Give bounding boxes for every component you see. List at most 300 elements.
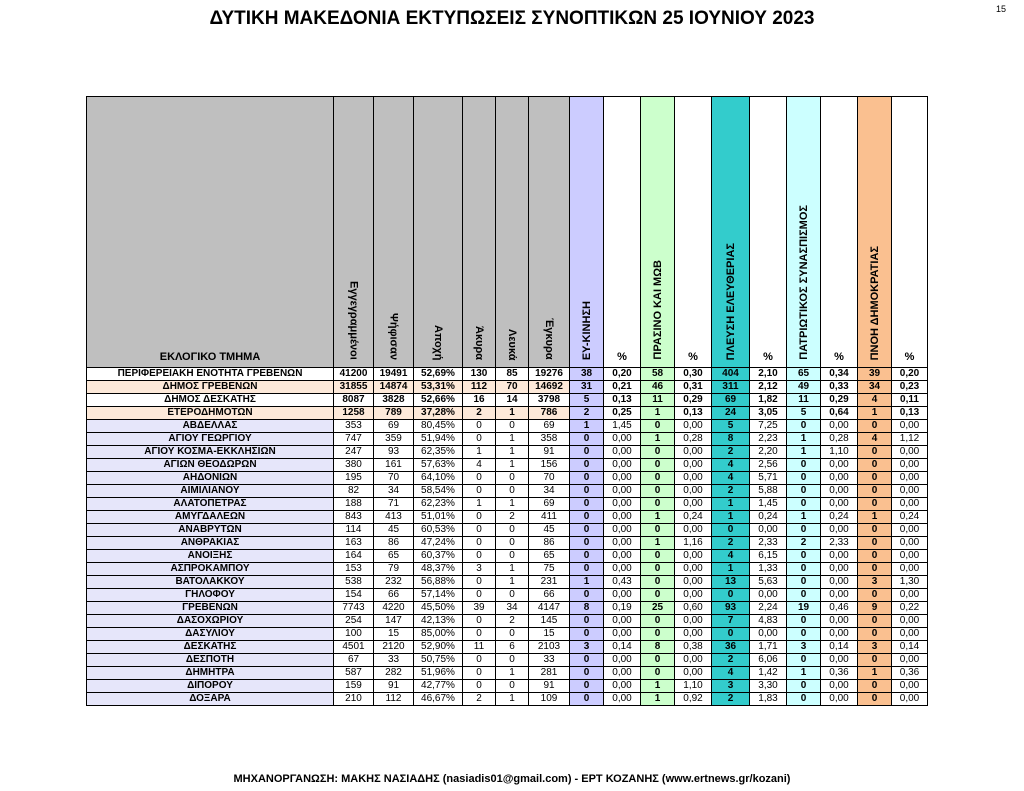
table-cell: 0,00 [675,524,712,537]
table-cell: 15 [374,628,414,641]
table-cell: 62,23% [414,498,463,511]
table-cell: 8 [641,641,675,654]
table-cell: 0 [787,524,821,537]
row-name-cell: ΒΑΤΟΛΑΚΚΟΥ [87,576,334,589]
table-cell: 1 [496,407,529,420]
table-cell: 19 [787,602,821,615]
table-cell: 0,00 [604,654,641,667]
table-cell: 0,13 [604,394,641,407]
page-title: ΔΥΤΙΚΗ ΜΑΚΕΔΟΝΙΑ ΕΚΤΥΠΩΣΕΙΣ ΣΥΝΟΠΤΙΚΩΝ 25 ΙΟΥΝΙΟΥ 2023 [209,8,815,29]
table-cell: 0,11 [892,394,928,407]
table-cell: 147 [374,615,414,628]
table-cell: 254 [334,615,374,628]
table-row [87,368,928,381]
table-cell: 0,00 [604,498,641,511]
table-cell: 33 [374,654,414,667]
header-voted: Ψήφισαν [374,97,414,368]
table-cell: 0,25 [604,407,641,420]
table-cell: 0 [463,667,496,680]
table-cell: 0 [641,563,675,576]
table-cell: 0,00 [892,680,928,693]
table-cell: 5 [787,407,821,420]
header-invalid: Άκυρα [463,97,496,368]
table-cell: 1,10 [675,680,712,693]
table-cell: 3 [712,680,750,693]
row-name-cell: ΔΕΣΠΟΤΗ [87,654,334,667]
table-cell: 109 [529,693,570,706]
table-cell: 86 [529,537,570,550]
table-cell: 0,00 [821,459,858,472]
row-name-cell: ΑΓΙΟΥ ΓΕΩΡΓΙΟΥ [87,433,334,446]
table-cell: 69 [529,420,570,433]
table-cell: 60,53% [414,524,463,537]
table-cell: 0 [641,550,675,563]
table-cell: 0 [858,550,892,563]
table-cell: 0,33 [821,381,858,394]
table-cell: 0,00 [892,420,928,433]
table-cell: 15 [529,628,570,641]
table-cell: 2,20 [750,446,787,459]
table-cell: 1 [787,433,821,446]
table-cell: 34 [374,485,414,498]
table-cell: 0 [463,485,496,498]
table-cell: 411 [529,511,570,524]
table-cell: 0 [858,485,892,498]
table-cell: 0 [858,446,892,459]
table-cell: 2,10 [750,368,787,381]
header-blank: Λευκά [496,97,529,368]
table-cell: 52,69% [414,368,463,381]
header-party-1: ΕΥ-ΚΙΝΗΣΗ [570,97,604,368]
table-cell: 0,00 [604,537,641,550]
table-cell: 2 [787,537,821,550]
table-cell: 0,00 [821,615,858,628]
table-cell: 91 [529,446,570,459]
table-cell: 0,00 [821,628,858,641]
table-cell: 1,45 [750,498,787,511]
table-cell: 1 [570,420,604,433]
table-cell: 42,77% [414,680,463,693]
table-cell: 0,00 [821,693,858,706]
row-name-cell: ΑΛΑΤΟΠΕΤΡΑΣ [87,498,334,511]
table-cell: 0 [787,654,821,667]
table-cell: 1 [858,511,892,524]
results-table [86,96,928,706]
table-cell: 0 [496,589,529,602]
table-cell: 1,30 [892,576,928,589]
table-row [87,472,928,485]
table-cell: 5,88 [750,485,787,498]
table-cell: 789 [374,407,414,420]
table-cell: 0 [570,667,604,680]
table-cell: 195 [334,472,374,485]
table-cell: 1,45 [604,420,641,433]
table-cell: 64,10% [414,472,463,485]
table-cell: 159 [334,680,374,693]
row-name-cell: ΔΗΜΗΤΡΑ [87,667,334,680]
table-row [87,446,928,459]
table-cell: 65 [374,550,414,563]
table-cell: 0,24 [750,511,787,524]
table-cell: 0 [570,628,604,641]
row-name-cell: ΔΑΣΥΛΙΟΥ [87,628,334,641]
header-registered: Εγγεγραμμένοι [334,97,374,368]
table-cell: 0 [570,524,604,537]
table-cell: 0,00 [675,615,712,628]
table-cell: 7,25 [750,420,787,433]
table-cell: 11 [641,394,675,407]
table-cell: 0 [858,563,892,576]
table-cell: 2 [712,654,750,667]
table-cell: 0,64 [821,407,858,420]
table-cell: 0 [858,459,892,472]
table-cell: 11 [787,394,821,407]
row-name-cell: ΑΙΜΙΛΙΑΝΟΥ [87,485,334,498]
table-cell: 164 [334,550,374,563]
table-cell: 2 [712,537,750,550]
table-cell: 0 [641,654,675,667]
table-cell: 0 [570,485,604,498]
table-row [87,602,928,615]
header-row [87,97,928,368]
table-row [87,511,928,524]
table-cell: 0 [496,680,529,693]
table-cell: 282 [374,667,414,680]
table-cell: 0,00 [892,589,928,602]
table-cell: 0,00 [821,654,858,667]
table-row [87,654,928,667]
table-cell: 41200 [334,368,374,381]
table-cell: 82 [334,485,374,498]
header-pct-5: % [892,97,928,368]
table-cell: 53,31% [414,381,463,394]
table-cell: 48,37% [414,563,463,576]
row-name-cell: ΔΑΣΟΧΩΡΙΟΥ [87,615,334,628]
table-cell: 0,13 [892,407,928,420]
table-cell: 0,00 [892,524,928,537]
row-name-cell: ΔΗΜΟΣ ΓΡΕΒΕΝΩΝ [87,381,334,394]
table-cell: 0 [787,693,821,706]
table-cell: 0,20 [604,368,641,381]
table-cell: 0 [570,550,604,563]
table-cell: 0,00 [675,589,712,602]
table-row [87,537,928,550]
table-cell: 281 [529,667,570,680]
table-cell: 7743 [334,602,374,615]
table-cell: 0,29 [675,394,712,407]
table-cell: 0 [570,446,604,459]
header-pct-3: % [750,97,787,368]
table-cell: 2,12 [750,381,787,394]
table-cell: 80,45% [414,420,463,433]
table-cell: 0 [641,472,675,485]
table-cell: 1,83 [750,693,787,706]
table-cell: 0 [858,537,892,550]
table-cell: 0 [570,654,604,667]
table-cell: 0 [858,472,892,485]
table-cell: 1,12 [892,433,928,446]
table-cell: 0 [463,420,496,433]
table-cell: 0 [463,550,496,563]
table-cell: 1 [641,511,675,524]
table-cell: 0,34 [821,368,858,381]
table-cell: 3 [858,641,892,654]
table-cell: 0,00 [675,654,712,667]
table-row [87,498,928,511]
table-cell: 0,00 [892,628,928,641]
table-cell: 0,00 [892,693,928,706]
table-cell: 1 [641,693,675,706]
table-cell: 0 [641,667,675,680]
table-cell: 0,00 [821,524,858,537]
table-cell: 45,50% [414,602,463,615]
table-cell: 0,00 [604,667,641,680]
table-cell: 0 [463,511,496,524]
table-row [87,524,928,537]
table-cell: 0,00 [675,576,712,589]
table-row [87,641,928,654]
table-cell: 0,00 [892,498,928,511]
table-cell: 0 [570,459,604,472]
table-cell: 0 [641,524,675,537]
table-cell: 0,00 [675,420,712,433]
table-cell: 70 [496,381,529,394]
table-cell: 2,56 [750,459,787,472]
table-cell: 91 [374,680,414,693]
table-cell: 0,00 [604,693,641,706]
table-cell: 3798 [529,394,570,407]
table-cell: 1258 [334,407,374,420]
table-cell: 0 [463,472,496,485]
table-cell: 1,10 [821,446,858,459]
table-cell: 49 [787,381,821,394]
table-row [87,667,928,680]
table-cell: 3 [570,641,604,654]
table-cell: 46,67% [414,693,463,706]
table-cell: 86 [374,537,414,550]
table-cell: 67 [334,654,374,667]
table-cell: 38 [570,368,604,381]
table-cell: 0 [496,472,529,485]
table-cell: 6,15 [750,550,787,563]
table-cell: 0,00 [750,628,787,641]
table-cell: 538 [334,576,374,589]
table-cell: 1 [712,511,750,524]
table-cell: 0 [496,628,529,641]
table-cell: 1 [496,576,529,589]
table-cell: 1 [858,667,892,680]
table-row [87,485,928,498]
table-cell: 1 [496,459,529,472]
table-cell: 0,00 [892,615,928,628]
table-cell: 69 [529,498,570,511]
table-cell: 1 [496,563,529,576]
header-pct-4: % [821,97,858,368]
table-cell: 247 [334,446,374,459]
table-cell: 57,63% [414,459,463,472]
row-name-cell: ΑΜΥΓΔΑΛΕΩΝ [87,511,334,524]
table-cell: 1 [787,446,821,459]
table-cell: 33 [529,654,570,667]
table-cell: 8087 [334,394,374,407]
table-cell: 0 [496,485,529,498]
table-cell: 0,00 [892,446,928,459]
table-cell: 51,01% [414,511,463,524]
table-cell: 0 [463,615,496,628]
table-cell: 0 [570,433,604,446]
table-cell: 0,00 [892,550,928,563]
table-cell: 2,33 [750,537,787,550]
table-cell: 0 [712,589,750,602]
table-cell: 45 [529,524,570,537]
table-cell: 0,92 [675,693,712,706]
table-cell: 0,00 [604,550,641,563]
table-cell: 3,30 [750,680,787,693]
table-cell: 47,24% [414,537,463,550]
table-cell: 0,00 [821,550,858,563]
table-cell: 1 [463,498,496,511]
table-cell: 0 [641,420,675,433]
table-cell: 0 [570,472,604,485]
row-name-cell: ΓΗΛΟΦΟΥ [87,589,334,602]
table-cell: 5,63 [750,576,787,589]
table-cell: 1 [787,511,821,524]
table-cell: 0,22 [892,602,928,615]
table-cell: 154 [334,589,374,602]
table-cell: 11 [463,641,496,654]
table-cell: 1,42 [750,667,787,680]
table-cell: 0 [496,654,529,667]
table-cell: 0 [641,459,675,472]
table-cell: 1 [712,563,750,576]
table-cell: 2103 [529,641,570,654]
table-cell: 0,24 [892,511,928,524]
table-cell: 1,82 [750,394,787,407]
table-cell: 153 [334,563,374,576]
table-cell: 358 [529,433,570,446]
table-cell: 19491 [374,368,414,381]
table-cell: 56,88% [414,576,463,589]
table-row [87,459,928,472]
table-row [87,563,928,576]
table-cell: 2,33 [821,537,858,550]
table-cell: 0,43 [604,576,641,589]
table-cell: 0,00 [821,576,858,589]
table-cell: 3,05 [750,407,787,420]
table-cell: 0 [858,654,892,667]
table-cell: 19276 [529,368,570,381]
table-cell: 0 [712,524,750,537]
table-cell: 2120 [374,641,414,654]
table-cell: 0,00 [604,628,641,641]
table-cell: 3 [858,576,892,589]
table-cell: 0,00 [821,472,858,485]
table-cell: 0 [570,537,604,550]
table-cell: 62,35% [414,446,463,459]
table-cell: 0 [787,498,821,511]
table-cell: 0,00 [604,459,641,472]
table-cell: 2 [496,511,529,524]
row-name-cell: ΑΒΔΕΛΛΑΣ [87,420,334,433]
table-cell: 380 [334,459,374,472]
table-cell: 0 [496,420,529,433]
table-cell: 0 [787,589,821,602]
table-cell: 0 [858,589,892,602]
table-cell: 0,36 [892,667,928,680]
table-cell: 9 [858,602,892,615]
table-cell: 0,00 [604,563,641,576]
footer-credits: ΜΗΧΑΝΟΡΓΑΝΩΣΗ: ΜΑΚΗΣ ΝΑΣΙΑΔΗΣ (nasiadis01@gmail.com) - ΕΡΤ ΚΟΖΑΝΗΣ (www.ertnews.gr/kozani) [233,773,791,785]
table-cell: 4 [858,394,892,407]
row-name-cell: ΠΕΡΙΦΕΡΕΙΑΚΗ ΕΝΟΤΗΤΑ ΓΡΕΒΕΝΩΝ [87,368,334,381]
table-cell: 0 [787,550,821,563]
table-row [87,407,928,420]
table-cell: 39 [463,602,496,615]
table-cell: 0 [858,615,892,628]
table-cell: 1 [787,667,821,680]
table-cell: 65 [787,368,821,381]
table-cell: 0,00 [750,589,787,602]
table-cell: 163 [334,537,374,550]
page-number: 15 [995,4,1006,14]
table-cell: 0,00 [604,615,641,628]
table-cell: 0 [787,615,821,628]
table-cell: 70 [374,472,414,485]
table-row [87,693,928,706]
table-cell: 0,00 [675,459,712,472]
table-cell: 0,00 [892,654,928,667]
table-cell: 0 [570,563,604,576]
table-cell: 1 [858,407,892,420]
table-cell: 14874 [374,381,414,394]
table-cell: 0 [641,628,675,641]
table-cell: 0 [570,693,604,706]
table-cell: 2,23 [750,433,787,446]
table-cell: 8 [712,433,750,446]
table-cell: 4501 [334,641,374,654]
table-cell: 0,00 [750,524,787,537]
table-cell: 2 [712,693,750,706]
table-cell: 0,00 [604,589,641,602]
table-cell: 0,24 [821,511,858,524]
table-cell: 85 [496,368,529,381]
table-cell: 4147 [529,602,570,615]
table-cell: 0 [463,537,496,550]
table-cell: 5 [712,420,750,433]
table-cell: 0 [463,654,496,667]
table-cell: 0,00 [821,498,858,511]
table-cell: 85,00% [414,628,463,641]
table-cell: 31855 [334,381,374,394]
table-body [87,368,928,706]
table-cell: 0 [641,446,675,459]
table-cell: 3828 [374,394,414,407]
table-cell: 359 [374,433,414,446]
table-cell: 0,00 [675,485,712,498]
table-cell: 4 [712,472,750,485]
table-cell: 0,00 [675,472,712,485]
table-cell: 51,96% [414,667,463,680]
table-cell: 0,00 [675,563,712,576]
header-party-2: ΠΡΑΣΙΝΟ ΚΑΙ ΜΩΒ [641,97,675,368]
table-cell: 0 [787,420,821,433]
table-cell: 50,75% [414,654,463,667]
table-cell: 0,13 [675,407,712,420]
table-cell: 2 [496,615,529,628]
table-cell: 0,19 [604,602,641,615]
table-cell: 353 [334,420,374,433]
table-row [87,381,928,394]
